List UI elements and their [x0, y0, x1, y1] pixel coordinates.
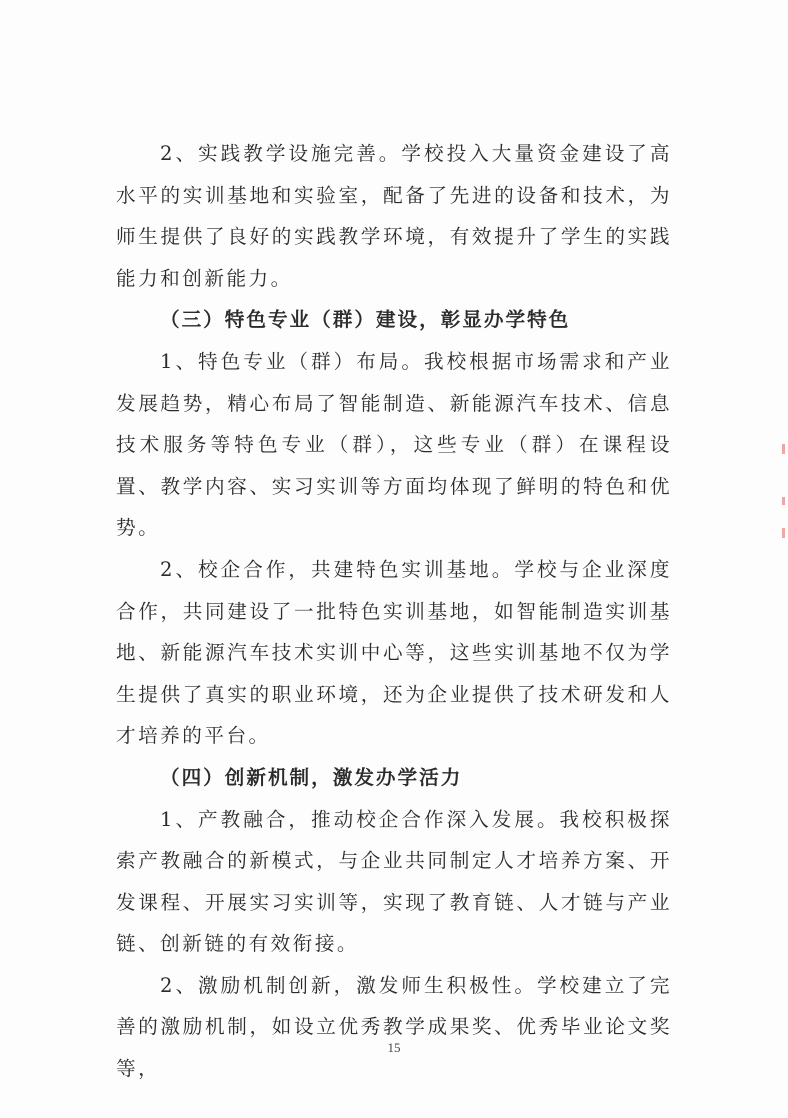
paragraph-practice-facilities: 2、实践教学设施完善。学校投入大量资金建设了高水平的实训基地和实验室，配备了先进的设备和技术，为师生提供了良好的实践教学环境，有效提升了学生的实践能力和创新能力。 — [116, 142, 672, 290]
stamp-edge-mark — [782, 444, 785, 454]
section-heading-3: （三）特色专业（群）建设，彰显办学特色 — [160, 308, 571, 332]
stamp-edge-mark — [782, 497, 785, 505]
paragraph-school-enterprise: 2、校企合作，共建特色实训基地。学校与企业深度合作，共同建设了一批特色实训基地，如智能制造实训基地、新能源汽车技术实训中心等，这些实训基地不仅为学生提供了真实的职业环境，还为企业提供了技术研发和人才培养的平台。 — [116, 557, 672, 748]
document-body — [116, 133, 672, 1090]
stamp-edge-mark — [782, 528, 785, 538]
paragraph-incentive-mechanism: 2、激励机制创新，激发师生积极性。学校建立了完善的激励机制，如设立优秀教学成果奖、优秀毕业论文奖等， — [116, 973, 672, 1081]
section-heading-4: （四）创新机制，激发办学活力 — [160, 765, 463, 789]
paragraph-industry-education: 1、产教融合，推动校企合作深入发展。我校积极探索产教融合的新模式，与企业共同制定人才培养方案、开发课程、开展实习实训等，实现了教育链、人才链与产业链、创新链的有效衔接。 — [116, 807, 672, 956]
page-number: 15 — [387, 1040, 401, 1055]
paragraph-specialty-layout: 1、特色专业（群）布局。我校根据市场需求和产业发展趋势，精心布局了智能制造、新能源汽车技术、信息技术服务等特色专业（群），这些专业（群）在课程设置、教学内容、实习实训等方面均体现了鲜明的特色和优势。 — [116, 349, 672, 540]
